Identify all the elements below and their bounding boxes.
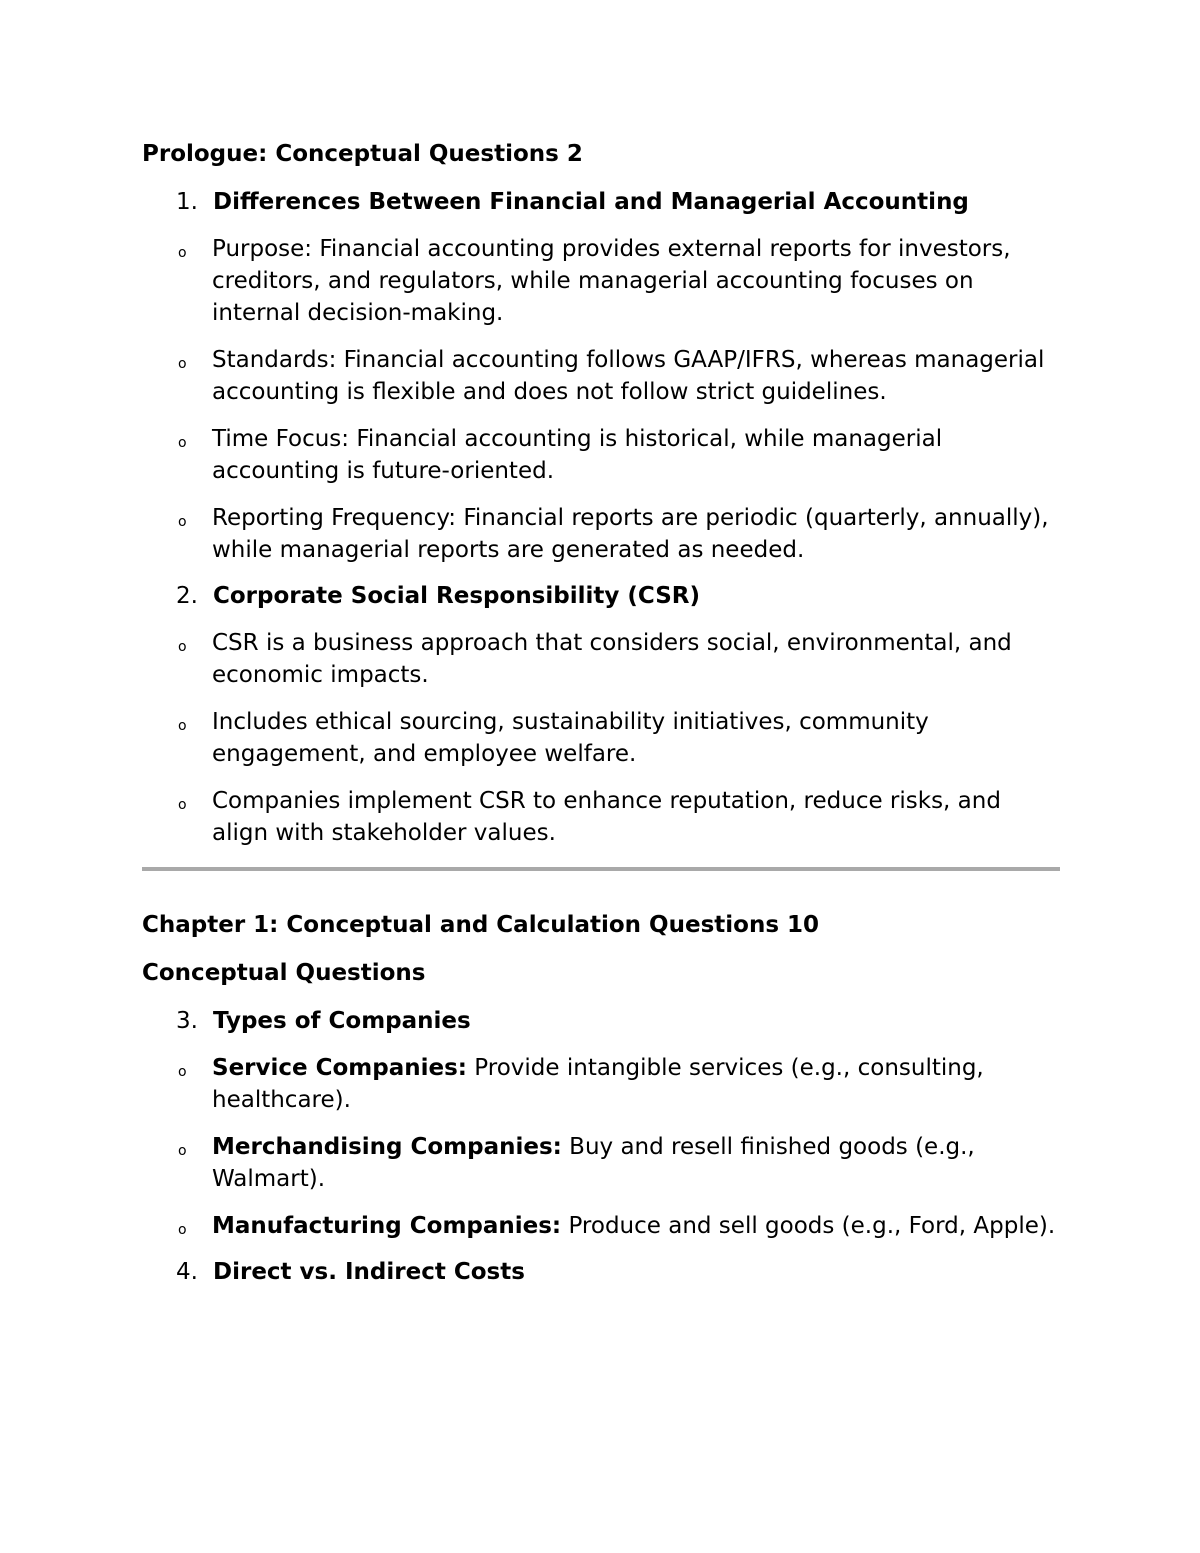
- hollow-bullet-icon: o: [178, 1222, 187, 1238]
- hollow-bullet-icon: o: [178, 514, 187, 530]
- bullet-item: [142, 706, 1060, 770]
- bullet-text: Time Focus: Financial accounting is historical, while managerial accounting is future-oriented.: [212, 426, 943, 484]
- bullet-item: [142, 423, 1060, 487]
- hollow-bullet-icon: o: [178, 718, 187, 734]
- bullet-text: Standards: Financial accounting follows GAAP/IFRS, whereas managerial accounting is flexible and does not follow strict guidelines.: [212, 347, 1045, 405]
- item-number: 3.: [176, 1008, 198, 1034]
- bullet-text: Purpose: Financial accounting provides external reports for investors, creditors, and regulators, while managerial accounting focuses on internal decision-making.: [212, 236, 1011, 326]
- bullet-text: Provide intangible services (e.g., consulting, healthcare).: [212, 1055, 984, 1113]
- numbered-item: [142, 186, 1060, 218]
- bullet-item: [142, 1210, 1060, 1242]
- hollow-bullet-icon: o: [178, 639, 187, 655]
- bullet-list: [142, 233, 1060, 566]
- bullet-term: Merchandising Companies:: [212, 1134, 562, 1160]
- item-title: Types of Companies: [213, 1008, 471, 1034]
- numbered-item: [142, 580, 1060, 612]
- item-title: Corporate Social Responsibility (CSR): [213, 583, 700, 609]
- item-number: 1.: [176, 189, 198, 215]
- chapter1-subheading: Conceptual Questions: [142, 960, 426, 986]
- hollow-bullet-icon: o: [178, 435, 187, 451]
- item-title: Differences Between Financial and Managerial Accounting: [213, 189, 969, 215]
- bullet-term: Manufacturing Companies:: [212, 1213, 562, 1239]
- numbered-item: [142, 1005, 1060, 1037]
- chapter1-heading: Chapter 1: Conceptual and Calculation Questions 10: [142, 912, 820, 938]
- bullet-item: [142, 1131, 1060, 1195]
- item-title: Direct vs. Indirect Costs: [213, 1259, 525, 1285]
- hollow-bullet-icon: o: [178, 1064, 187, 1080]
- bullet-item: [142, 1052, 1060, 1116]
- bullet-text: Includes ethical sourcing, sustainability initiatives, community engagement, and employee welfare.: [212, 709, 929, 767]
- bullet-item: [142, 233, 1060, 329]
- document-page: [142, 138, 1060, 1288]
- bullet-item: [142, 627, 1060, 691]
- bullet-text: Companies implement CSR to enhance reputation, reduce risks, and align with stakeholder values.: [212, 788, 1001, 846]
- bullet-term: Service Companies:: [212, 1055, 467, 1081]
- bullet-text: Reporting Frequency: Financial reports are periodic (quarterly, annually), while managerial reports are generated as needed.: [212, 505, 1049, 563]
- numbered-item: [142, 1256, 1060, 1288]
- hollow-bullet-icon: o: [178, 356, 187, 372]
- bullet-item: [142, 502, 1060, 566]
- bullet-text: Produce and sell goods (e.g., Ford, Apple).: [561, 1213, 1056, 1239]
- bullet-list: [142, 1052, 1060, 1242]
- item-number: 2.: [176, 583, 198, 609]
- bullet-item: [142, 344, 1060, 408]
- item-number: 4.: [176, 1259, 198, 1285]
- bullet-text: Buy and resell finished goods (e.g., Walmart).: [212, 1134, 975, 1192]
- hollow-bullet-icon: o: [178, 245, 187, 261]
- bullet-list: [142, 627, 1060, 849]
- chapter1-list: [142, 1005, 1060, 1288]
- bullet-text: CSR is a business approach that considers social, environmental, and economic impacts.: [212, 630, 1012, 688]
- prologue-heading: Prologue: Conceptual Questions 2: [142, 141, 583, 167]
- prologue-list: [142, 186, 1060, 849]
- hollow-bullet-icon: o: [178, 797, 187, 813]
- hollow-bullet-icon: o: [178, 1143, 187, 1159]
- bullet-item: [142, 785, 1060, 849]
